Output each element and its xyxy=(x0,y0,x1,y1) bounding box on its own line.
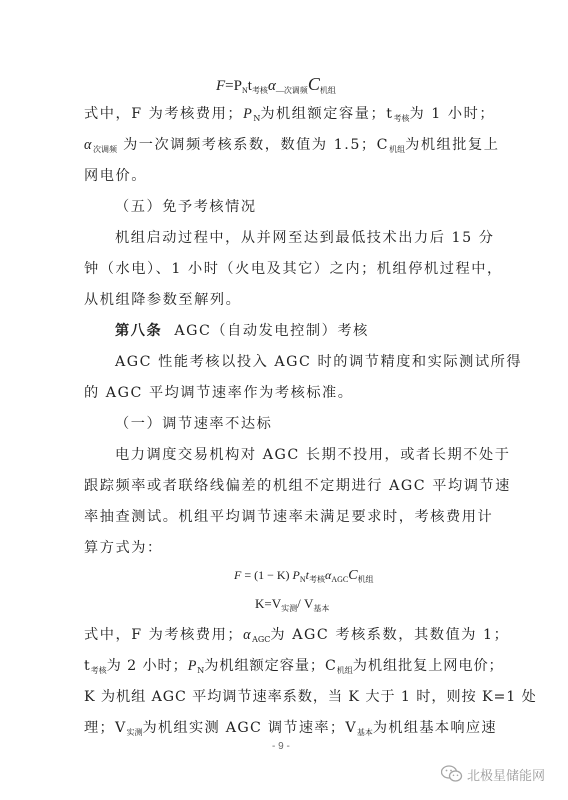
eq-symbol-P: =P xyxy=(225,78,242,94)
paragraph-line: 式中，F 为考核费用；$\alpha_{AGC}$为 AGC 考核系数，其数值为 1； xyxy=(84,627,510,644)
paragraph-line: 电力调度交易机构对 AGC 长期不投用，或者长期不处于 xyxy=(115,447,511,463)
eq-symbol-alpha: α xyxy=(267,78,276,94)
article-heading xyxy=(115,321,369,341)
source-watermark xyxy=(441,762,545,786)
paragraph-line: 网电价。 xyxy=(84,168,147,184)
paragraph-line: 式中，F 为考核费用；$P_N$为机组额定容量；$t_{考核}$为 1 小时； xyxy=(84,106,496,123)
paragraph-line: 率抽查测试。机组平均调节速率未满足要求时，考核费用计 xyxy=(84,509,494,525)
equation-k: $K=V_{实测}/$ $V_{基本}$ xyxy=(255,596,330,613)
paragraph-line: K 为机组 AGC 平均调节速率系数，当 K 大于 1 时，则按 K=1 处 xyxy=(84,689,537,705)
eq-symbol-F: F xyxy=(216,78,226,94)
paragraph-line: 理；$V_{实测}$为机组实测 AGC 调节速率；$V_{基本}$为机组基本响应速 xyxy=(84,720,497,737)
paragraph-line: AGC 性能考核以投入 AGC 时的调节精度和实际测试所得 xyxy=(115,354,523,370)
eq-symbol-C: C xyxy=(307,74,320,94)
paragraph-line: $t_{考核}$为 2 小时；$P_N$为机组额定容量；$C_{机组}$为机组批复上网电价； xyxy=(84,658,504,675)
watermark-text: 北极星储能网 xyxy=(467,768,546,784)
eq-symbol-t: t xyxy=(247,78,252,94)
paragraph-line: 机组启动过程中，从并网至达到最低技术出力后 15 分 xyxy=(115,230,495,246)
paragraph-line: 从机组降参数至解列。 xyxy=(84,292,242,308)
section-heading-exemption: （五）免予考核情况 xyxy=(115,199,257,215)
page-number: - 9 - xyxy=(272,741,290,752)
eq-sub-kaohe: 考核 xyxy=(251,86,268,95)
article-title: AGC（自动发电控制）考核 xyxy=(174,323,369,339)
eq-sub-N: N xyxy=(241,86,248,95)
equation-primary-frequency xyxy=(216,74,336,96)
equation-agc: F = (1 − K) $P_Nt_{考核}\alpha_{AGC}C_{机组}$ xyxy=(234,568,374,584)
eq-sub-alpha: —次调频 xyxy=(275,86,308,95)
paragraph-line: $\alpha_{次调频}$ 为一次调频考核系数，数值为 1.5；$C_{机组}$为机组批复上 xyxy=(84,137,500,154)
paragraph-line: 跟踪频率或者联络线偏差的机组不定期进行 AGC 平均调节速 xyxy=(84,478,511,494)
paragraph-line: 钟（水电）、1 小时（火电及其它）之内；机组停机过程中， xyxy=(84,261,503,277)
article-label: 第八条 xyxy=(115,323,163,339)
eq-sub-jizu: 机组 xyxy=(319,86,336,95)
paragraph-line: 的 AGC 平均调节速率作为考核标准。 xyxy=(84,385,354,401)
wechat-icon xyxy=(441,765,463,783)
section-heading-rate: （一）调节速率不达标 xyxy=(115,416,273,432)
paragraph-line: 算方式为： xyxy=(84,540,163,556)
